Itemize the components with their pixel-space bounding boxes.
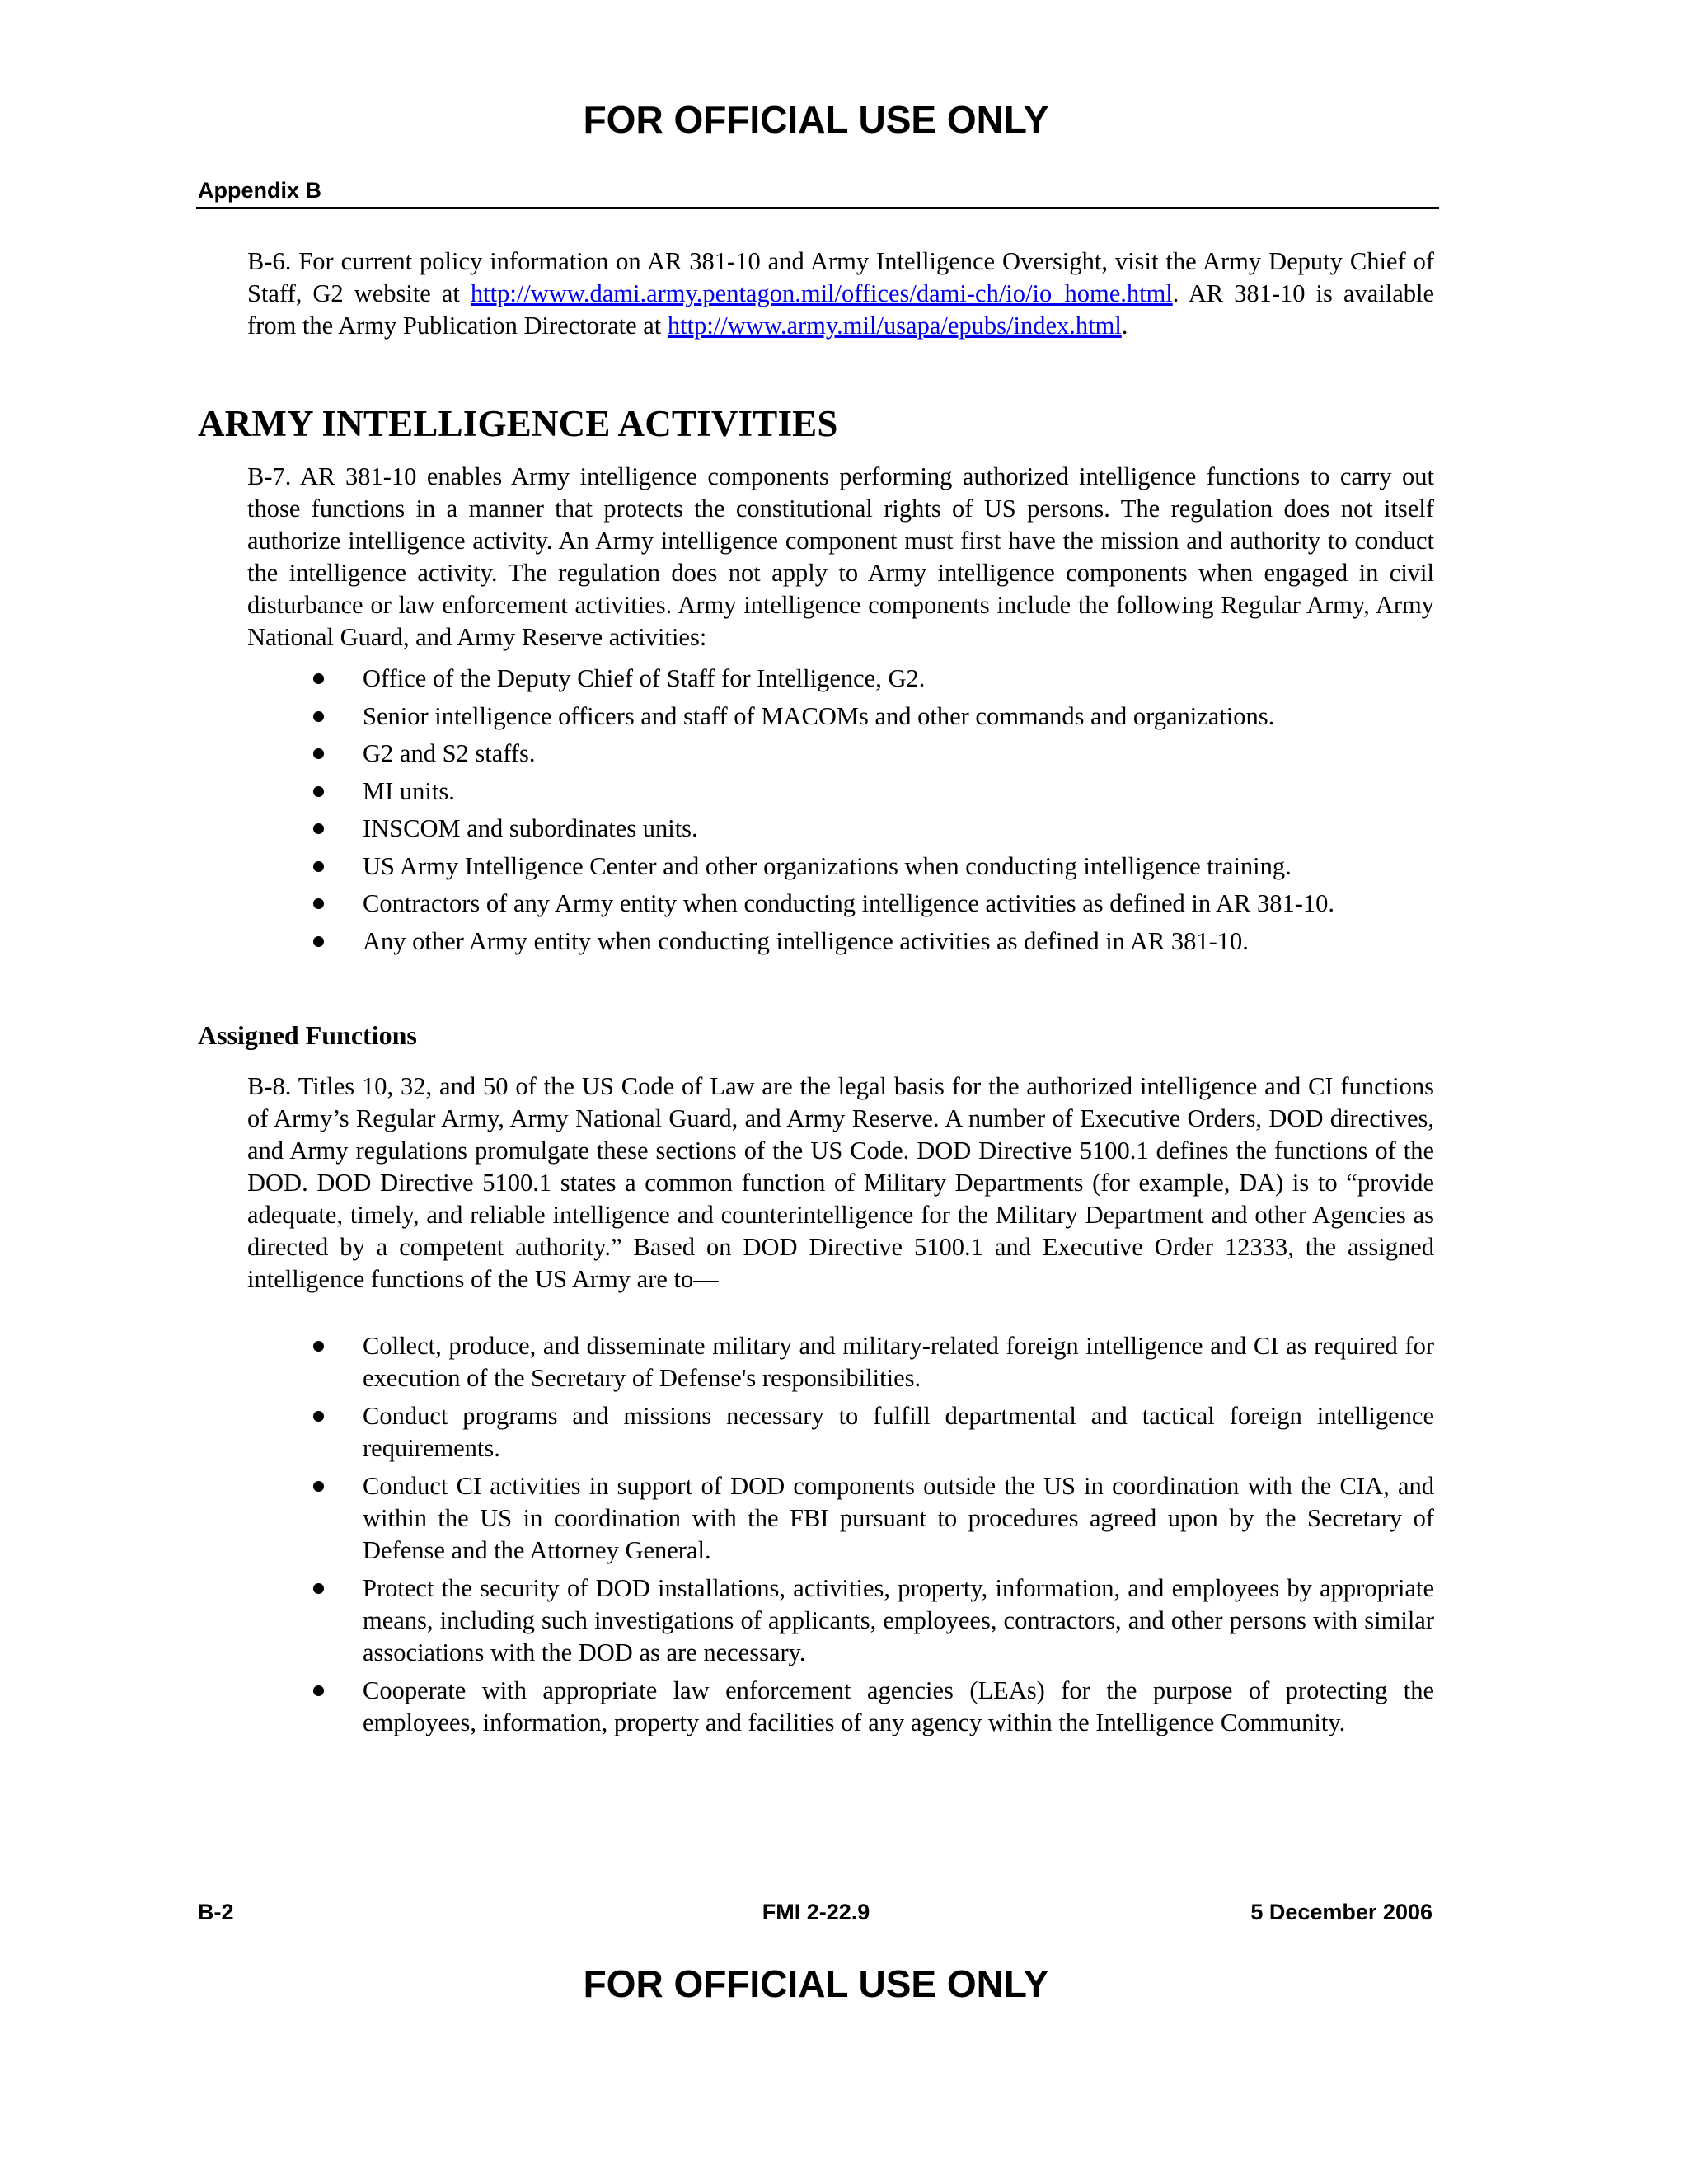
list-item-text: Contractors of any Army entity when conducting intelligence activities as defined in AR 381-10.	[363, 889, 1335, 917]
intelligence-components-list	[363, 663, 1434, 963]
list-item-text: US Army Intelligence Center and other organizations when conducting intelligence training.	[363, 851, 1292, 880]
paragraph-b6	[247, 246, 1434, 342]
list-item	[363, 926, 1434, 958]
list-item	[363, 888, 1434, 920]
publication-directorate-link[interactable]: http://www.army.mil/usapa/epubs/index.html	[667, 312, 1122, 340]
list-item-text: MI units.	[363, 776, 455, 805]
footer-document-id: FMI 2-22.9	[762, 1900, 870, 1924]
assigned-functions-list	[363, 1330, 1434, 1745]
subsection-heading: Assigned Functions	[198, 1020, 417, 1050]
bullet-icon	[313, 748, 324, 759]
security-marking-top: FOR OFFICIAL USE ONLY	[583, 98, 1049, 141]
list-item	[363, 1400, 1434, 1465]
list-item-text: Cooperate with appropriate law enforcement agencies (LEAs) for the purpose of protecting the employees, information, property and facilities of any agency within the Intelligence Community.	[363, 1676, 1434, 1736]
list-item	[363, 776, 1434, 808]
bullet-icon	[313, 673, 324, 684]
list-item-text: INSCOM and subordinates units.	[363, 814, 698, 842]
section-heading: ARMY INTELLIGENCE ACTIVITIES	[198, 403, 838, 444]
bullet-icon	[313, 823, 324, 834]
list-item-text: Conduct programs and missions necessary to fulfill departmental and tactical foreign intelligence requirements.	[363, 1402, 1434, 1462]
list-item	[363, 663, 1434, 695]
paragraph-b6-lead: B-6. For current policy information on AR 381-10 and Army Intelligence Oversight, visit the Army Deputy Chief of Staff, G2 website at	[247, 247, 1434, 307]
bullet-icon	[313, 711, 324, 722]
list-item	[363, 851, 1434, 883]
bullet-icon	[313, 1583, 324, 1594]
bullet-icon	[313, 1411, 324, 1422]
list-item-text: Collect, produce, and disseminate military and military-related foreign intelligence and CI as required for execution of the Secretary of Defense's responsibilities.	[363, 1332, 1434, 1392]
g2-website-link[interactable]: http://www.dami.army.pentagon.mil/offices/dami-ch/io/io_home.html	[470, 279, 1173, 307]
list-item-text: Senior intelligence officers and staff of MACOMs and other commands and organizations.	[363, 701, 1275, 730]
security-marking-bottom: FOR OFFICIAL USE ONLY	[583, 1962, 1049, 2005]
footer-date: 5 December 2006	[1250, 1900, 1432, 1924]
list-item	[363, 1330, 1434, 1394]
list-item-text: G2 and S2 staffs.	[363, 739, 536, 767]
paragraph-b7: B-7. AR 381-10 enables Army intelligence components performing authorized intelligence functions to carry out those functions in a manner that protects the constitutional rights of US persons. The regulation does not itself authorize intelligence activity. An Army intelligence component must first have the mission and authority to conduct the intelligence activity. The regulation does not apply to Army intelligence components when engaged in civil disturbance or law enforcement activities. Army intelligence components include the following Regular Army, Army National Guard, and Army Reserve activities:	[247, 462, 1434, 651]
list-item	[363, 1470, 1434, 1567]
paragraph-b6-end: .	[1121, 312, 1128, 340]
bullet-icon	[313, 786, 324, 797]
running-head: Appendix B	[198, 178, 322, 203]
list-item	[363, 701, 1434, 733]
list-item	[363, 813, 1434, 845]
paragraph-b8: B-8. Titles 10, 32, and 50 of the US Code of Law are the legal basis for the authorized intelligence and CI functions of Army’s Regular Army, Army National Guard, and Army Reserve. A number of Executive Orders, DOD directives, and Army regulations promulgate these sections of the US Code. DOD Directive 5100.1 defines the functions of the DOD. DOD Directive 5100.1 states a common function of Military Departments (for example, DA) is to “provide adequate, timely, and reliable intelligence and counterintelligence for the Military Department and other Agencies as directed by a competent authority.” Based on DOD Directive 5100.1 and Executive Order 12333, the assigned intelligence functions of the US Army are to—	[247, 1072, 1434, 1293]
list-item	[363, 1675, 1434, 1739]
list-item	[363, 1572, 1434, 1669]
bullet-icon	[313, 861, 324, 872]
bullet-icon	[313, 1481, 324, 1492]
list-item-text: Office of the Deputy Chief of Staff for Intelligence, G2.	[363, 664, 926, 692]
bullet-icon	[313, 1685, 324, 1696]
list-item	[363, 738, 1434, 770]
list-item-text: Any other Army entity when conducting intelligence activities as defined in AR 381-10.	[363, 926, 1249, 955]
bullet-icon	[313, 936, 324, 947]
list-item-text: Conduct CI activities in support of DOD components outside the US in coordination with the CIA, and within the US in coordination with the FBI pursuant to procedures agreed upon by the Secretary of Defense and the Attorney General.	[363, 1472, 1434, 1564]
paragraph-b6-middle: . AR 381-10 is available from the Army Publication Directorate at	[247, 279, 1434, 340]
list-item-text: Protect the security of DOD installations, activities, property, information, and employees by appropriate means, including such investigations of applicants, employees, contractors, and other persons with similar associations with the DOD as are necessary.	[363, 1574, 1434, 1666]
footer-page-number: B-2	[198, 1900, 234, 1924]
bullet-icon	[313, 1341, 324, 1352]
bullet-icon	[313, 898, 324, 909]
header-rule	[196, 207, 1439, 209]
